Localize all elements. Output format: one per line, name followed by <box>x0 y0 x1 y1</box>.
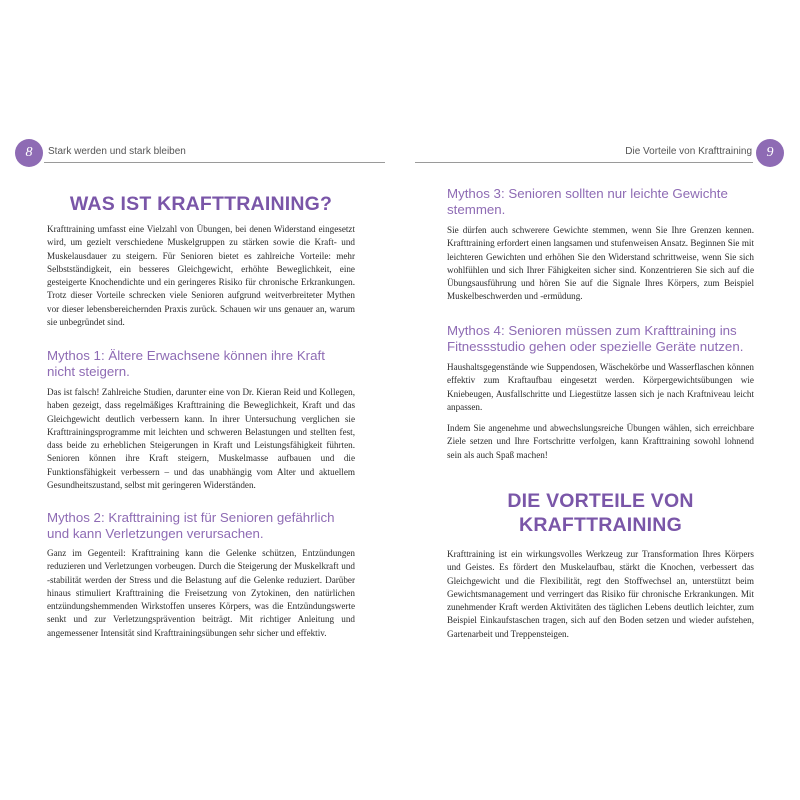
page-number-right: 9 <box>756 139 784 167</box>
section-title-line2: KRAFTTRAINING <box>519 514 682 536</box>
section-title <box>447 489 754 537</box>
myth2-heading: Mythos 2: Krafttraining ist für Senioren gefährlich und kann Verletzungen verursachen. <box>47 510 335 541</box>
header-rule-left <box>44 162 385 163</box>
closing-paragraph: Indem Sie angenehme und abwechslungsreiche Übungen wählen, sich erreichbare Ziele setzen und Ihre Fortschritte verfolgen, kann Krafttraining sowohl lohnend sein als auch Spaß machen! <box>447 423 754 460</box>
myth4-heading: Mythos 4: Senioren müssen zum Krafttraining ins Fitnessstudio gehen oder spezielle Geräte nutzen. <box>447 323 744 354</box>
page-title: WAS IST KRAFTTRAINING? <box>69 193 333 215</box>
running-head-left: Stark werden und stark bleiben <box>48 146 186 157</box>
section-title-line1: DIE VORTEILE VON <box>507 490 694 512</box>
running-head-right: Die Vorteile von Krafttraining <box>625 146 752 157</box>
header-rule-right <box>415 162 753 163</box>
myth3-heading: Mythos 3: Senioren sollten nur leichte Gewichte stemmen. <box>447 186 728 217</box>
intro-paragraph: Krafttraining umfasst eine Vielzahl von Übungen, bei denen Widerstand eingesetzt wird, um gezielt verschiedene Muskelgruppen zu stärken sowie die Kraft- und Muskelausdauer zu steigern. Für Senioren bietet es zahlreiche Vorteile: mehr Selbstständigkeit, ein besseres Gleichgewicht, erhöhte Beweglichkeit, eine gesteigerte Knochendichte und ein geringeres Risiko für chronische Erkrankungen. Trotz dieser Vorteile schrecken viele Senioren aufgrund weitverbreiteter Mythen vor dieser lebensbereichernden Praxis zurück. Schauen wir uns genauer an, warum sie unbegründet sind. <box>47 224 355 327</box>
myth2-paragraph: Ganz im Gegenteil: Krafttraining kann die Gelenke schützen, Entzündungen reduzieren und Verletzungen vorbeugen. Durch die Steigerung der Muskelkraft und -stabilität werden der Stress und die Belastung auf die Gelenke reduziert. Darüber hinaus stimuliert Krafttraining die Freisetzung von Zytokinen, den natürlichen entzündungshemmenden Wirkstoffen unseres Körpers, was die Entzündungswerte senkt und zur Verletzungsprävention beiträgt. Mit richtiger Anleitung und angemessener Intensität sind Krafttrainingsübungen sehr sicher und effektiv. <box>47 548 355 638</box>
page-number-left: 8 <box>15 139 43 167</box>
myth1-paragraph: Das ist falsch! Zahlreiche Studien, darunter eine von Dr. Kieran Reid und Kollegen, haben gezeigt, dass regelmäßiges Krafttraining die Beweglichkeit, Kraft und das Gleichgewicht deutlich verbessern kann. In ihrer Untersuchung verglichen sie Krafttrainingsprogramme mit leichten und schweren Belastungen und stellten fest, dass beide zu erheblichen Steigerungen in Kraft und Leistungsfähigkeit führten. Senioren können ihre Kraft steigern, Muskelmasse aufbauen und die Funktionsfähigkeit verbessern – und das unabhängig vom Alter und aktuellem Gesundheitszustand, selbst mit geringeren Widerständen. <box>47 387 355 490</box>
myth4-paragraph: Haushaltsgegenstände wie Suppendosen, Wäschekörbe und Wasserflaschen können effektiv zum Kraftaufbau eingesetzt werden. Körpergewichtsübungen wie Kniebeugen, Ausfallschritte und Liegestütze lassen sich je nach Kraftniveau leicht anpassen. <box>447 362 754 412</box>
benefits-paragraph: Krafttraining ist ein wirkungsvolles Werkzeug zur Transformation Ihres Körpers und Geistes. Es fördert den Muskelaufbau, stärkt die Knochen, verbessert das Gleichgewicht und die Flexibilität, regt den Stoffwechsel an, unterstützt beim Gewichtsmanagement und verringert das Risiko für chronische Erkrankungen. Mit zunehmender Kraft werden Aktivitäten des täglichen Lebens deutlich leichter, zum Beispiel Einkaufstaschen tragen, sich auf den Boden setzen und wieder aufstehen, Gartenarbeit und Treppensteigen. <box>447 549 754 639</box>
myth3-paragraph: Sie dürfen auch schwerere Gewichte stemmen, wenn Sie Ihre Grenzen kennen. Krafttraining erfordert einen langsamen und stufenweisen Ansatz. Beginnen Sie mit leichteren Gewichten und erhöhen Sie den Widerstand schrittweise, wenn Sie sich wohlfühlen und sich Ihrer Fähigkeiten sicher sind. Konzentrieren Sie sich auf die Übungsausführung und hören Sie auf die Signale Ihres Körpers, zum Beispiel Muskelbeschwerden und -ermüdung. <box>447 225 754 302</box>
myth1-heading: Mythos 1: Ältere Erwachsene können ihre Kraft nicht steigern. <box>47 348 325 379</box>
